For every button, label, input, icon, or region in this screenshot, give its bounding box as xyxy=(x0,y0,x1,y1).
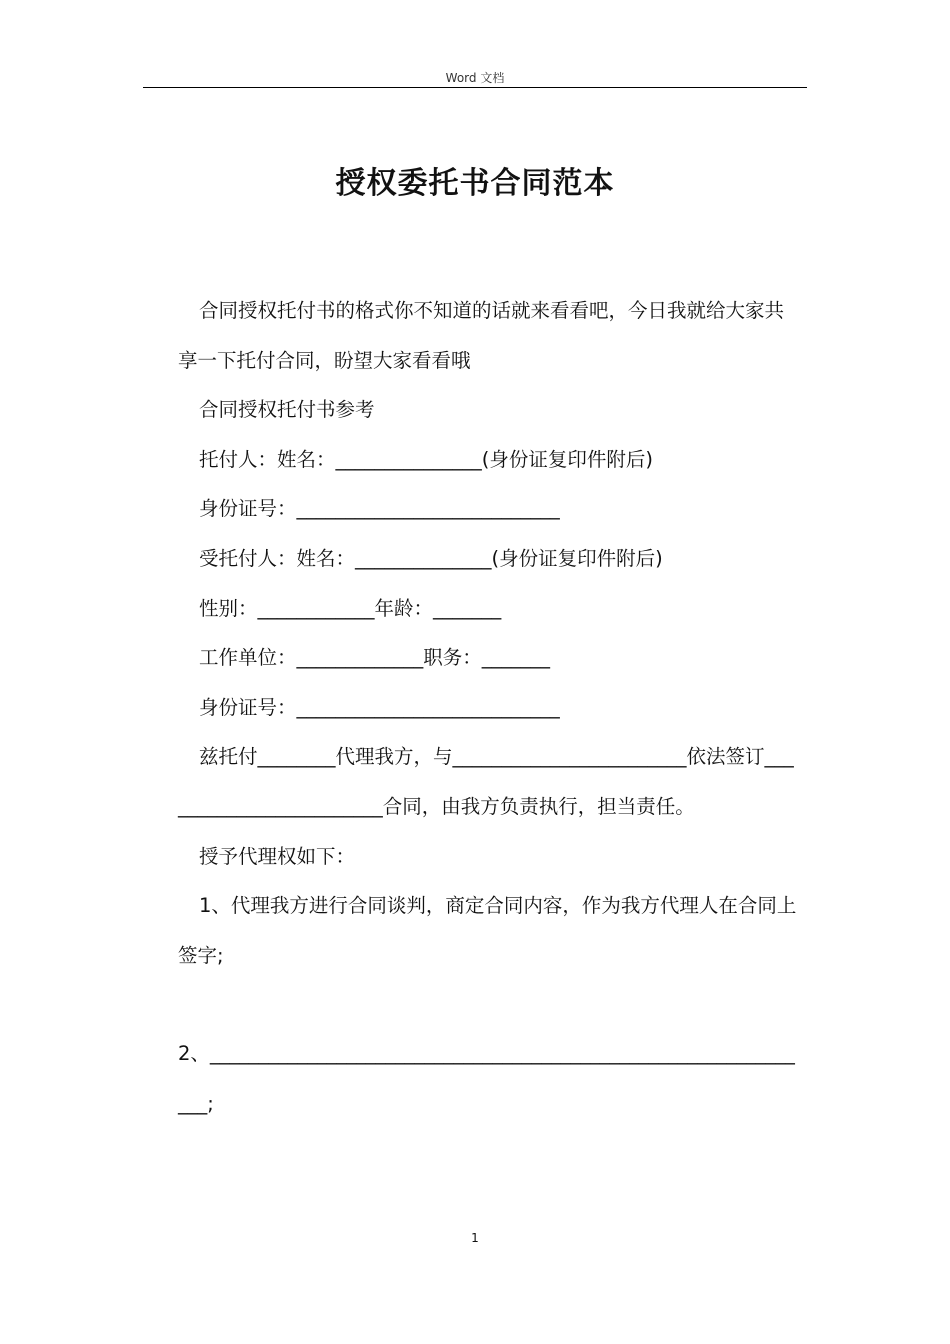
paragraph-authorization: 兹托付________代理我方，与________________________依法签订________________________合同，由我方负责执行，担当责任。 xyxy=(178,745,794,818)
paragraph-power-2: 2、_______________________________________________________________; xyxy=(178,1042,795,1115)
paragraph-agent-id: 身份证号：___________________________ xyxy=(199,695,560,719)
paragraph-power-1: 1、代理我方进行合同谈判，商定合同内容，作为我方代理人在合同上签字; xyxy=(178,894,797,967)
header-divider xyxy=(143,87,807,88)
paragraph-principal-id: 身份证号：___________________________ xyxy=(199,497,560,521)
page-number: 1 xyxy=(471,1231,479,1245)
paragraph-intro: 合同授权托付书的格式你不知道的话就来看看吧，今日我就给大家共享一下托付合同，盼望大家看看哦 xyxy=(178,299,785,372)
header-label: Word 文档 xyxy=(445,71,505,85)
paragraph-principal-name: 托付人：姓名：_______________(身份证复印件附后) xyxy=(199,447,653,471)
paragraph-reference-heading: 合同授权托付书参考 xyxy=(199,398,375,422)
paragraph-agent-name: 受托付人：姓名：______________(身份证复印件附后) xyxy=(199,546,663,570)
document-body xyxy=(178,286,802,1129)
document-title: 授权委托书合同范本 xyxy=(335,166,615,201)
paragraph-agent-gender-age: 性别：____________年龄：_______ xyxy=(199,596,502,620)
paragraph-agent-employer: 工作单位：_____________职务：_______ xyxy=(199,646,551,670)
blank-gap xyxy=(178,980,802,1029)
paragraph-powers-heading: 授予代理权如下： xyxy=(199,844,356,868)
